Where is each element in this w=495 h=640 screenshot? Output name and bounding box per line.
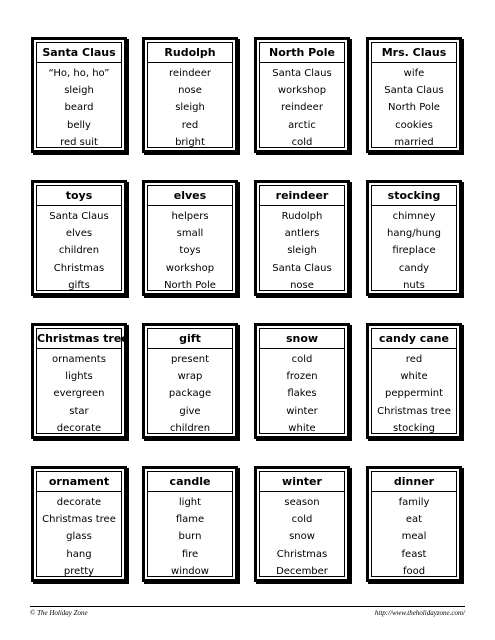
- copyright-text: © The Holiday Zone: [30, 609, 88, 617]
- card-title: ornament: [37, 475, 121, 492]
- card-word-list: [276, 494, 328, 580]
- word-card: [142, 37, 238, 153]
- card-title: dinner: [372, 475, 456, 492]
- card-word-list: [171, 494, 209, 580]
- card-word: package: [168, 388, 212, 400]
- card-word: sleigh: [287, 245, 317, 257]
- card-word-list: [384, 65, 443, 151]
- card-title: stocking: [372, 189, 456, 206]
- card-word-list: [272, 65, 331, 151]
- card-content: [260, 472, 344, 576]
- card-word: present: [170, 354, 209, 365]
- word-card: [254, 180, 350, 296]
- card-word: small: [176, 228, 204, 240]
- card-word: December: [276, 565, 328, 577]
- card-word: reindeer: [281, 102, 323, 114]
- card-word-list: [49, 65, 110, 151]
- website-url: http://www.theholidayzone.com/: [374, 609, 465, 617]
- card-content: [37, 329, 129, 434]
- card-word: season: [284, 497, 320, 508]
- card-word: chimney: [392, 211, 436, 222]
- card-title: North Pole: [260, 46, 344, 63]
- card-word: burn: [178, 531, 202, 543]
- card-word: sleigh: [175, 102, 205, 114]
- card-content: [260, 186, 344, 290]
- card-title: Mrs. Claus: [372, 46, 456, 63]
- card-word: window: [171, 565, 209, 577]
- card-word: food: [402, 565, 426, 577]
- card-content: [148, 186, 232, 290]
- card-content: [37, 472, 121, 576]
- card-content: [372, 329, 456, 433]
- card-word: North Pole: [164, 279, 216, 291]
- card-word: Rudolph: [281, 211, 323, 222]
- card-word: nose: [290, 279, 314, 291]
- card-title: reindeer: [260, 189, 344, 206]
- card-word: nuts: [403, 279, 425, 291]
- card-word: frozen: [286, 371, 318, 383]
- word-card: [254, 323, 350, 439]
- card-word: red: [405, 354, 423, 365]
- card-word-list: [164, 208, 216, 294]
- card-title: Christmas tree: [37, 332, 121, 349]
- card-word: evergreen: [53, 388, 105, 400]
- page-footer: [30, 606, 465, 621]
- card-word: hang/hung: [387, 228, 441, 240]
- card-word: pretty: [63, 565, 95, 577]
- word-card: [366, 180, 462, 296]
- word-card: [254, 37, 350, 153]
- card-title: Santa Claus: [37, 46, 121, 63]
- card-word: nose: [178, 85, 202, 97]
- card-word: star: [69, 405, 89, 417]
- card-word: children: [169, 422, 211, 434]
- taboo-card-grid: [31, 37, 465, 597]
- card-word: Santa Claus: [49, 211, 109, 222]
- card-content: [148, 472, 232, 576]
- card-word: decorate: [56, 497, 102, 508]
- card-word: antlers: [284, 228, 320, 240]
- card-word: married: [394, 136, 434, 148]
- card-word: belly: [67, 119, 91, 131]
- card-word: Christmas tree: [377, 405, 451, 417]
- card-word-list: [42, 494, 116, 580]
- card-content: [37, 186, 121, 290]
- card-word: peppermint: [384, 388, 444, 400]
- card-word-list: [49, 208, 108, 294]
- word-card: [142, 466, 238, 582]
- card-word: fire: [181, 548, 199, 560]
- card-word: beard: [64, 102, 94, 114]
- card-word: feast: [401, 548, 427, 560]
- card-word: candy: [398, 262, 430, 274]
- word-card: [31, 466, 127, 582]
- card-word: ornaments: [52, 354, 106, 365]
- card-word: North Pole: [388, 102, 440, 114]
- card-word-list: [399, 494, 430, 580]
- word-card: [142, 180, 238, 296]
- card-word: eat: [405, 514, 423, 526]
- card-word: stocking: [392, 422, 435, 434]
- card-word: cold: [291, 514, 313, 526]
- card-title: winter: [260, 475, 344, 492]
- card-word: wrap: [177, 371, 203, 383]
- card-word: flame: [175, 514, 205, 526]
- card-word: lights: [65, 371, 93, 383]
- card-word-list: [286, 351, 317, 437]
- card-word: snow: [289, 531, 315, 543]
- card-word: winter: [286, 405, 318, 417]
- card-word: Christmas: [276, 548, 328, 560]
- word-card: [366, 323, 462, 439]
- word-card: [31, 180, 127, 296]
- card-word: family: [398, 497, 430, 508]
- card-word: children: [58, 245, 100, 257]
- word-card: [366, 37, 462, 153]
- card-title: gift: [148, 332, 232, 349]
- card-word: fireplace: [392, 245, 436, 257]
- word-card: [31, 37, 127, 153]
- card-word: flakes: [287, 388, 317, 400]
- card-word-list: [272, 208, 331, 294]
- card-title: snow: [260, 332, 344, 349]
- card-word: Santa Claus: [272, 262, 332, 274]
- card-content: [260, 43, 344, 147]
- card-word: elves: [65, 228, 93, 240]
- card-word: meal: [401, 531, 427, 543]
- card-word: red: [181, 119, 199, 131]
- card-word: decorate: [56, 422, 102, 434]
- card-word: cold: [291, 354, 313, 365]
- card-word: cold: [291, 136, 313, 148]
- card-word: Christmas: [53, 262, 105, 274]
- card-title: elves: [148, 189, 232, 206]
- card-word-list: [169, 351, 211, 437]
- card-content: [148, 43, 232, 147]
- card-word: “Ho, ho, ho”: [48, 68, 110, 79]
- card-word: white: [288, 422, 316, 434]
- word-card: [142, 323, 238, 439]
- card-word: workshop: [165, 262, 215, 274]
- card-word-list: [377, 351, 451, 437]
- card-title: candle: [148, 475, 232, 492]
- word-card: [366, 466, 462, 582]
- card-word: gifts: [68, 279, 90, 291]
- card-content: [148, 329, 232, 433]
- card-title: candy cane: [372, 332, 456, 349]
- card-word: glass: [66, 531, 92, 543]
- card-word: hang: [66, 548, 92, 560]
- card-word: helpers: [171, 211, 209, 222]
- card-content: [372, 472, 456, 576]
- card-word-list: [387, 208, 441, 294]
- card-word: toys: [179, 245, 201, 257]
- card-word: sleigh: [64, 85, 94, 97]
- card-word-list: [52, 351, 106, 437]
- card-word: Santa Claus: [384, 85, 444, 97]
- card-word: arctic: [288, 119, 316, 131]
- word-card: [254, 466, 350, 582]
- card-word: Santa Claus: [272, 68, 332, 79]
- card-content: [260, 329, 344, 433]
- card-content: [37, 43, 121, 147]
- card-word: cookies: [395, 119, 433, 131]
- word-card: [31, 323, 127, 439]
- card-title: toys: [37, 189, 121, 206]
- card-content: [372, 186, 456, 290]
- card-word: white: [400, 371, 428, 383]
- card-title: Rudolph: [148, 46, 232, 63]
- card-word: light: [178, 497, 202, 508]
- card-word: reindeer: [169, 68, 211, 79]
- card-word: workshop: [277, 85, 327, 97]
- card-word: wife: [403, 68, 425, 79]
- card-word: Christmas tree: [42, 514, 116, 526]
- card-word-list: [169, 65, 211, 151]
- card-word: bright: [175, 136, 205, 148]
- card-word: red suit: [60, 136, 98, 148]
- card-content: [372, 43, 456, 147]
- card-word: give: [179, 405, 201, 417]
